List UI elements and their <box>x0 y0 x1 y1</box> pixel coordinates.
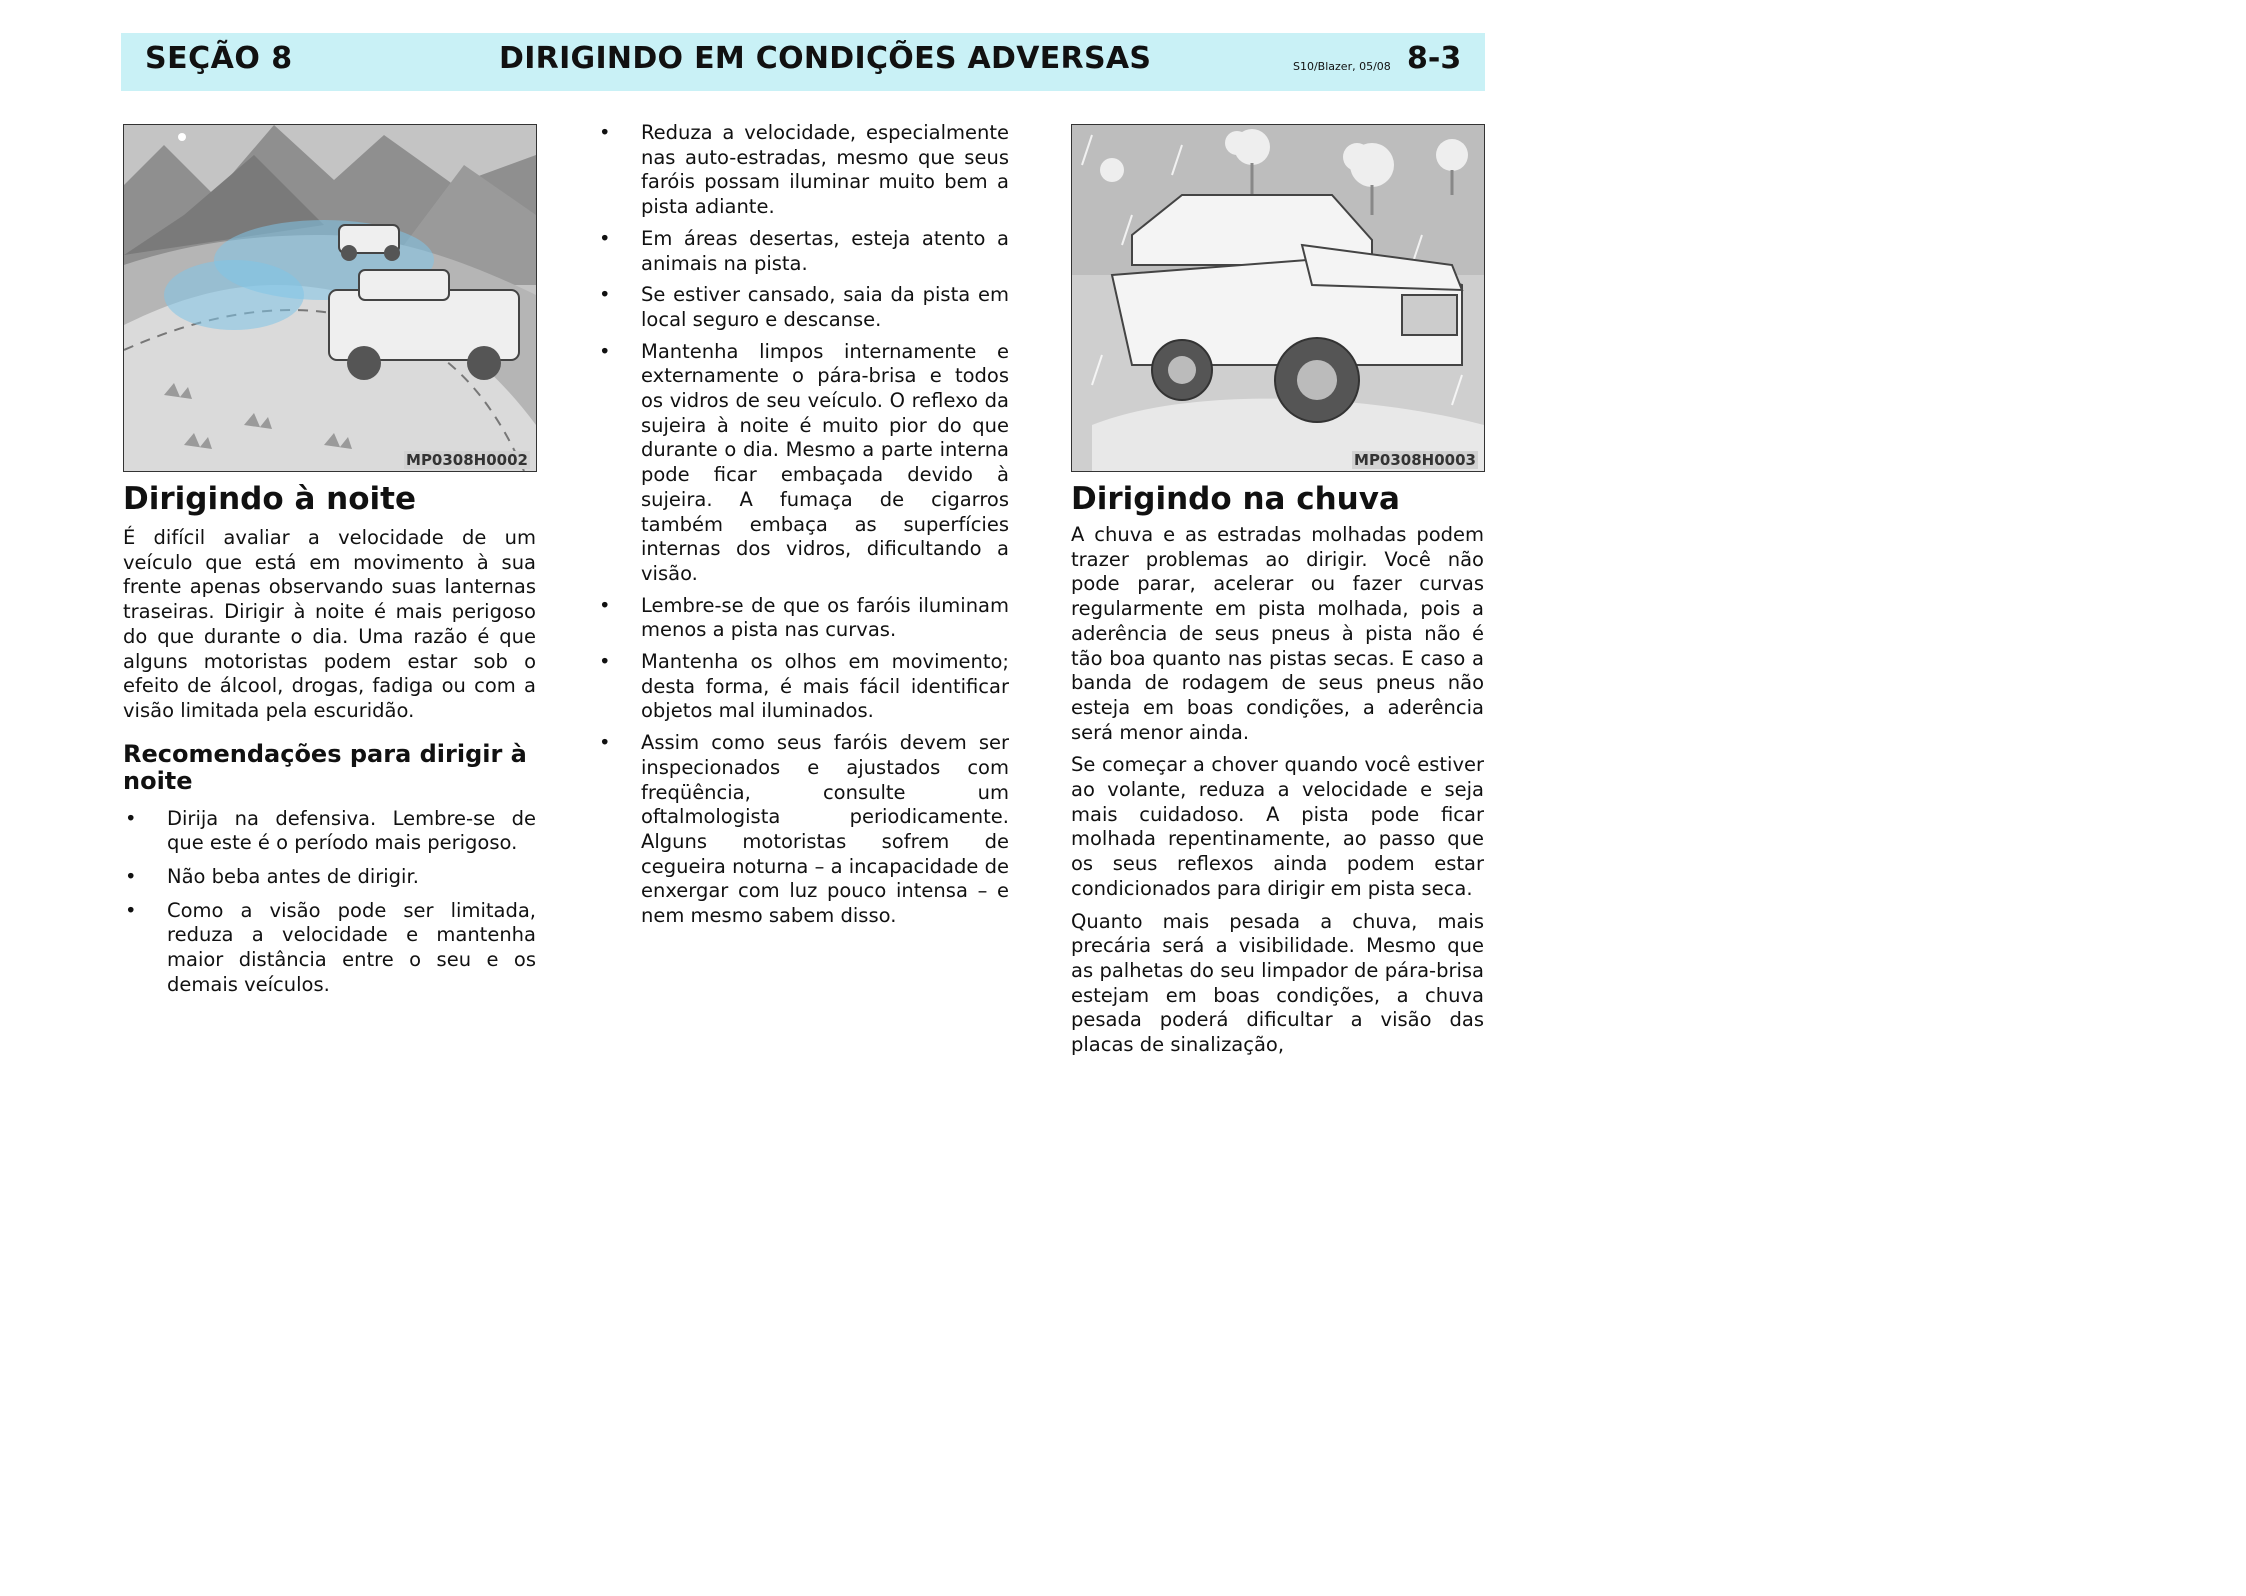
night-recommendations-continued <box>597 121 1009 929</box>
night-recommendations-heading: Recomendações para dirigir à noite <box>123 739 527 795</box>
rain-paragraph: Quanto mais pesada a chuva, mais precária será a visibilidade. Mesmo que as palhetas do seu limpador de pára-brisa estejam em boas condições, a chuva pesada poderá dificultar a visão das placas de sinalização, <box>1071 909 1484 1057</box>
list-item: • Não beba antes de dirigir. <box>123 865 536 890</box>
night-section <box>123 481 536 998</box>
page-header <box>121 33 1485 91</box>
list-item: • Assim como seus faróis devem ser inspecionados e ajustados com freqüência, consulte um oftalmologista periodicamente. Alguns motoristas sofrem de cegueira noturna – a incapacidade de enxergar com luz pouco intensa – e nem mesmo sabem disso. <box>597 731 1009 929</box>
list-item: • Mantenha os olhos em movimento; desta forma, é mais fácil identificar objetos mal iluminados. <box>597 650 1009 724</box>
list-item: • Mantenha limpos internamente e externamente o pára-brisa e todos os vidros de seu veículo. O reflexo da sujeira à noite é muito pior do que durante o dia. Mesmo a parte interna pode ficar embaçada devido à sujeira. A fumaça de cigarros também embaça as superfícies internas dos vidros, dificultando a visão. <box>597 340 1009 587</box>
night-paragraph: É difícil avaliar a velocidade de um veículo que está em movimento à sua frente apenas observando suas lanternas traseiras. Dirigir à noite é mais perigoso do que durante o dia. Uma razão é que alguns motoristas podem estar sob o efeito de álcool, drogas, fadiga ou com a visão limitada pela escuridão. <box>123 526 536 722</box>
page-number: 8-3 <box>1407 41 1462 76</box>
figure-code: MP0308H0003 <box>1354 451 1476 469</box>
rain-truck-drawing <box>1072 125 1484 471</box>
section-label: SEÇÃO 8 <box>145 41 293 76</box>
list-item: • Em áreas desertas, esteja atento a animais na pista. <box>597 227 1009 276</box>
rain-heading: Dirigindo na chuva <box>1071 481 1400 517</box>
list-item: • Lembre-se de que os faróis iluminam menos a pista nas curvas. <box>597 594 1009 643</box>
chapter-title: DIRIGINDO EM CONDIÇÕES ADVERSAS <box>499 41 1152 76</box>
night-tips-list <box>597 121 1009 929</box>
list-item: • Dirija na defensiva. Lembre-se de que este é o período mais perigoso. <box>123 807 536 856</box>
rain-paragraph: Se começar a chover quando você estiver ao volante, reduza a velocidade e seja mais cuidadoso. A pista pode ficar molhada repentinamente, ao passo que os seus reflexos ainda podem estar condicionados para dirigir em pista seca. <box>1071 753 1484 900</box>
night-recommendations-list <box>123 807 536 998</box>
list-item: • Como a visão pode ser limitada, reduza a velocidade e mantenha maior distância entre o seu e os demais veículos. <box>123 899 536 998</box>
rain-driving-illustration <box>1071 124 1485 472</box>
list-item: • Se estiver cansado, saia da pista em local seguro e descanse. <box>597 283 1009 332</box>
night-road-drawing <box>124 125 536 471</box>
list-item: • Reduza a velocidade, especialmente nas auto-estradas, mesmo que seus faróis possam iluminar muito bem a pista adiante. <box>597 121 1009 220</box>
model-edition: S10/Blazer, 05/08 <box>1293 60 1391 73</box>
rain-section <box>1071 481 1484 1058</box>
figure-code: MP0308H0002 <box>406 451 528 469</box>
night-driving-illustration <box>123 124 537 472</box>
rain-paragraph: A chuva e as estradas molhadas podem trazer problemas ao dirigir. Você não pode parar, acelerar ou fazer curvas regularmente em pista molhada, pois a aderência de seus pneus à pista não é tão boa quanto nas pistas secas. E caso a banda de rodagem de seus pneus não esteja em boas condições, a aderência será menor ainda. <box>1071 523 1484 744</box>
night-heading: Dirigindo à noite <box>123 481 416 517</box>
